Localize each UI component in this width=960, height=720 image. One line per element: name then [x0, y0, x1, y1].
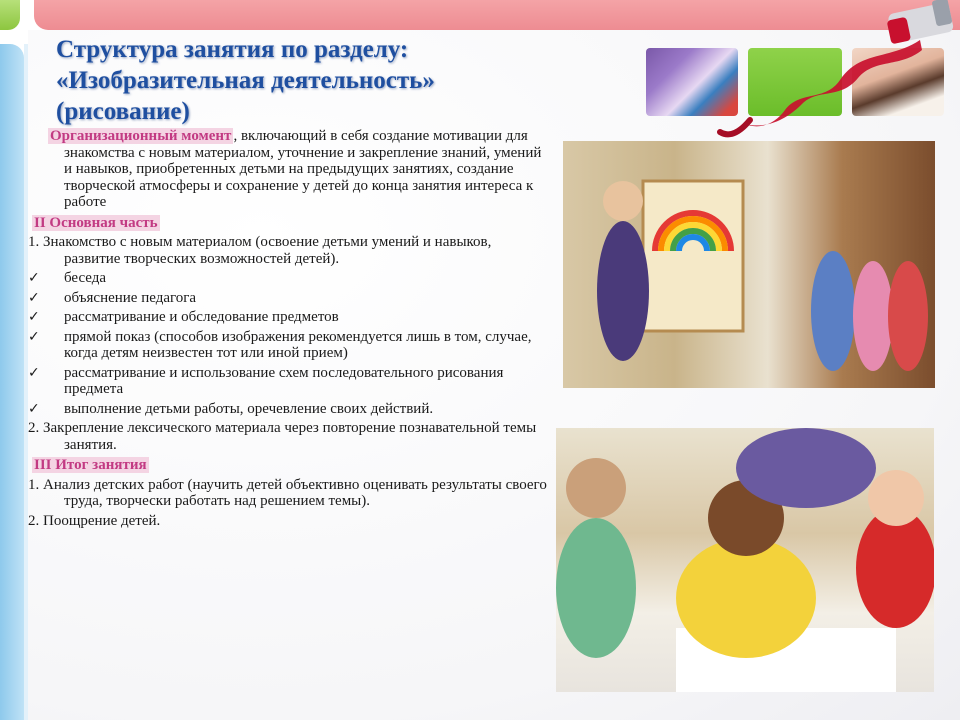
section-1-highlight: Организационный момент — [50, 128, 232, 144]
title-line-2: «Изобразительная деятельность» — [56, 67, 435, 94]
section-1-numeral — [28, 128, 48, 145]
check-icon: ✓ — [28, 309, 40, 325]
title-line-1: Структура занятия по разделу: — [56, 36, 409, 63]
section-3-point-1: 1. Анализ детских работ (научить детей объективно оценивать результаты своего труда, творчески работать над решением темы). — [28, 476, 547, 509]
section-3-heading: III Итог занятия — [34, 457, 147, 473]
list-item-text: выполнение детьми работы, оречевление своих действий. — [64, 400, 434, 417]
section-main-heading — [28, 215, 548, 232]
list-item — [28, 290, 548, 307]
corner-decor — [0, 0, 20, 30]
list-item-text: прямой показ (способов изображения рекомендуется лишь в том, случае, когда детям неизвестен тот или иной прием) — [64, 328, 532, 361]
section-1-text: , включающий в себя создание мотивации для знакомства с новым материалом, уточнение и закрепление знаний, умений и навыков, приобретенных детьми на предыдущих занятиях, создание творческой атмосферы и сохранение у детей до конца занятия интереса к работе — [64, 128, 542, 210]
list-item-text: рассматривание и использование схем последовательного рисования предмета — [64, 364, 504, 397]
list-item-text: беседа — [64, 270, 107, 286]
left-decor-bar — [0, 44, 24, 720]
title-line-3: (рисование) — [56, 98, 190, 125]
check-icon: ✓ — [28, 289, 40, 306]
section-2-heading: II Основная часть — [34, 214, 158, 231]
list-item-text: рассматривание и обследование предметов — [64, 309, 339, 325]
check-icon: ✓ — [28, 270, 40, 286]
section-organizational — [28, 128, 548, 211]
paint-tube-icon — [880, 0, 960, 48]
lesson-structure-text — [28, 128, 548, 529]
check-icon: ✓ — [28, 400, 40, 417]
list-item — [28, 309, 548, 326]
section-3-point-2: 2. Поощрение детей. — [28, 512, 161, 529]
section-2-point-2: 2. Закрепление лексического материала через повторение познавательной темы занятия. — [28, 420, 537, 453]
check-icon: ✓ — [28, 364, 40, 381]
list-item — [28, 365, 548, 398]
children-painting-photo — [556, 428, 934, 692]
list-item — [28, 401, 548, 418]
list-item — [28, 270, 548, 287]
list-item-text: объяснение педагога — [64, 289, 197, 306]
list-item — [28, 329, 548, 362]
check-icon: ✓ — [28, 328, 40, 345]
classroom-photo-rainbow-poster — [563, 141, 935, 388]
slide-title — [56, 34, 636, 127]
section-summary-heading — [28, 457, 548, 474]
section-2-point-1: 1. Знакомство с новым материалом (освоение детьми умений и навыков, развитие творческих возможностей детей). — [28, 234, 492, 267]
